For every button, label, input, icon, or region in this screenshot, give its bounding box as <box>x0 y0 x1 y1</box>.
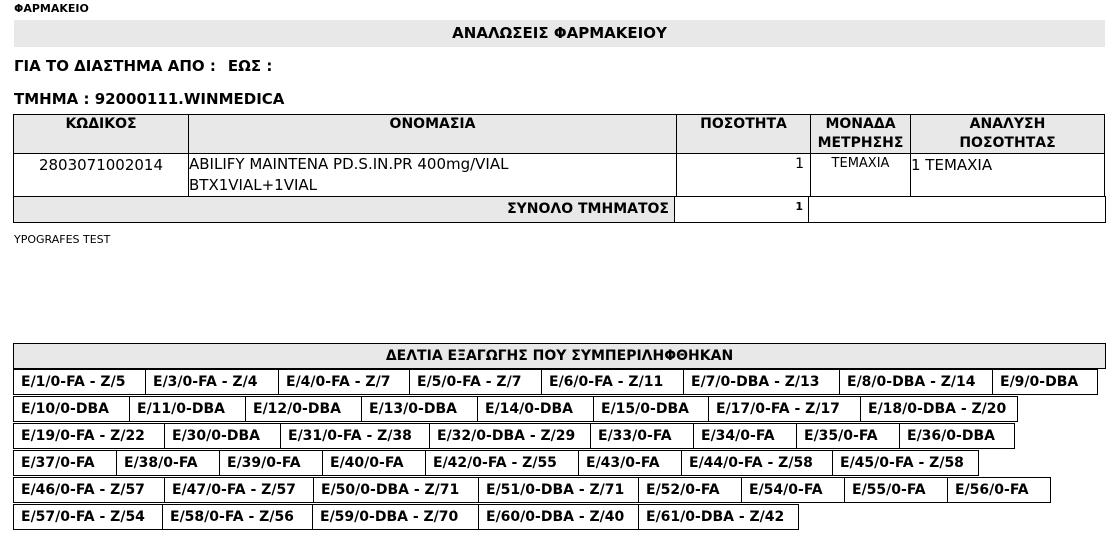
unit-header-line2: ΜΕΤΡΗΣΗΣ <box>817 135 904 151</box>
slip-item: E/9/0-DBA <box>992 369 1098 395</box>
col-header-quantity: ΠΟΣΟΤΗΤΑ <box>677 115 811 154</box>
slips-row-3 <box>13 423 1015 450</box>
slip-item: E/35/0-FA <box>796 423 900 449</box>
slip-item: E/39/0-FA <box>219 450 323 476</box>
total-empty-cell <box>808 196 1106 223</box>
slip-item: E/61/0-DBA - Z/42 <box>638 504 799 530</box>
slip-item: E/10/0-DBA <box>13 396 130 422</box>
slip-item: E/30/0-DBA <box>164 423 281 449</box>
slip-item: E/40/0-FA <box>322 450 426 476</box>
signatures-label: YPOGRAFES TEST <box>14 233 111 246</box>
slip-item: E/32/0-DBA - Z/29 <box>429 423 591 449</box>
slip-item: E/37/0-FA <box>13 450 117 476</box>
cell-quantity: 1 <box>677 154 811 197</box>
col-header-analysis <box>911 115 1105 154</box>
report-title: ΑΝΑΛΩΣΕΙΣ ΦΑΡΜΑΚΕΙΟΥ <box>14 20 1105 47</box>
period-to-label: ΕΩΣ : <box>227 57 273 75</box>
slip-item: E/56/0-FA <box>947 477 1051 503</box>
analysis-header-line1: ΑΝΑΛΥΣΗ <box>969 116 1046 132</box>
slip-item: E/42/0-FA - Z/55 <box>425 450 579 476</box>
slip-item: E/58/0-FA - Z/56 <box>162 504 313 530</box>
slips-row-1 <box>13 369 1098 396</box>
slips-row-5 <box>13 477 1051 504</box>
slip-item: E/57/0-FA - Z/54 <box>13 504 163 530</box>
slip-item: E/18/0-DBA - Z/20 <box>860 396 1018 422</box>
name-line2: BTX1VIAL+1VIAL <box>189 176 317 194</box>
slips-title: ΔΕΛΤΙΑ ΕΞΑΓΩΓΗΣ ΠΟΥ ΣΥΜΠΕΡΙΛΗΦΘΗΚΑΝ <box>13 343 1106 369</box>
slip-item: E/14/0-DBA <box>477 396 594 422</box>
col-header-name: ΟΝΟΜΑΣΙΑ <box>189 115 677 154</box>
cell-code: 2803071002014 <box>14 154 189 197</box>
slip-item: E/4/0-FA - Z/7 <box>278 369 410 395</box>
table-row <box>14 154 1105 197</box>
slip-item: E/17/0-FA - Z/17 <box>708 396 861 422</box>
slip-item: E/43/0-FA <box>578 450 682 476</box>
cell-analysis: 1 ΤΕΜΑΧΙΑ <box>911 154 1105 197</box>
slip-item: E/5/0-FA - Z/7 <box>409 369 542 395</box>
period-from-label: ΓΙΑ ΤΟ ΔΙΑΣΤΗΜΑ ΑΠΟ : <box>14 57 216 75</box>
slip-item: E/31/0-FA - Z/38 <box>280 423 430 449</box>
slip-item: E/55/0-FA <box>844 477 948 503</box>
total-label: ΣΥΝΟΛΟ ΤΜΗΜΑΤΟΣ <box>507 201 669 217</box>
slip-item: E/46/0-FA - Z/57 <box>13 477 165 503</box>
slip-item: E/52/0-FA <box>638 477 742 503</box>
slip-item: E/8/0-DBA - Z/14 <box>839 369 993 395</box>
slip-item: E/11/0-DBA <box>129 396 246 422</box>
total-label-box <box>13 196 675 223</box>
cell-unit: ΤΕΜΑΧΙΑ <box>811 154 911 197</box>
slip-item: E/51/0-DBA - Z/71 <box>478 477 639 503</box>
slip-item: E/33/0-FA <box>590 423 694 449</box>
unit-header-line1: ΜΟΝΑΔΑ <box>825 116 896 132</box>
col-header-unit <box>811 115 911 154</box>
slip-item: E/47/0-FA - Z/57 <box>164 477 314 503</box>
slips-row-6 <box>13 504 799 531</box>
org-label: ΦΑΡΜΑΚΕΙΟ <box>14 2 89 15</box>
slip-item: E/7/0-DBA - Z/13 <box>683 369 840 395</box>
name-line1: ABILIFY MAINTENA PD.S.IN.PR 400mg/VIAL <box>189 155 509 173</box>
slips-row-2 <box>13 396 1018 423</box>
slip-item: E/38/0-FA <box>116 450 220 476</box>
slip-item: E/36/0-DBA <box>899 423 1015 449</box>
cell-name <box>189 154 677 197</box>
total-value-box <box>674 196 809 223</box>
slip-item: E/15/0-DBA <box>593 396 709 422</box>
slips-row-4 <box>13 450 979 477</box>
analysis-header-line2: ΠΟΣΟΤΗΤΑΣ <box>959 135 1056 151</box>
slip-item: E/45/0-FA - Z/58 <box>832 450 979 476</box>
slip-item: E/60/0-DBA - Z/40 <box>478 504 639 530</box>
col-header-code: ΚΩΔΙΚΟΣ <box>14 115 189 154</box>
slip-item: E/12/0-DBA <box>245 396 362 422</box>
slip-item: E/6/0-FA - Z/11 <box>541 369 684 395</box>
total-value: 1 <box>795 200 803 213</box>
slip-item: E/34/0-FA <box>693 423 797 449</box>
slip-item: E/13/0-DBA <box>361 396 478 422</box>
slip-item: E/1/0-FA - Z/5 <box>13 369 146 395</box>
slip-item: E/54/0-FA <box>741 477 845 503</box>
slip-item: E/19/0-FA - Z/22 <box>13 423 165 449</box>
slip-item: E/44/0-FA - Z/58 <box>681 450 833 476</box>
slip-item: E/50/0-DBA - Z/71 <box>313 477 479 503</box>
slip-item: E/3/0-FA - Z/4 <box>145 369 279 395</box>
slip-item: E/59/0-DBA - Z/70 <box>312 504 479 530</box>
period-line <box>14 57 272 75</box>
consumption-table <box>13 114 1105 197</box>
department-label: ΤΜΗΜΑ : 92000111.WINMEDICA <box>14 90 285 108</box>
table-header-row <box>14 115 1105 154</box>
